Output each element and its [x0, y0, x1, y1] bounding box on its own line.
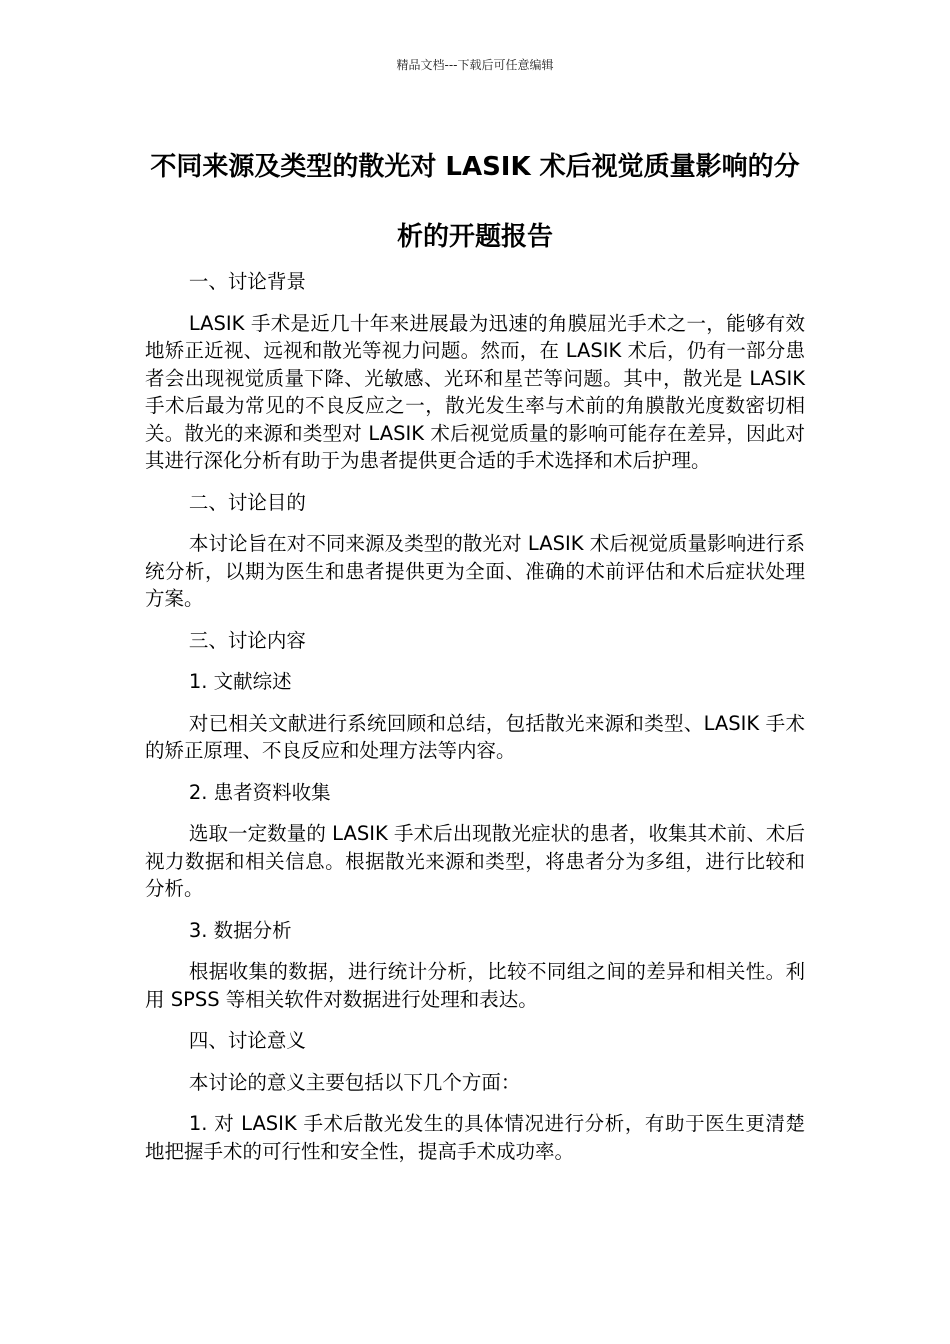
paragraph-data-analysis: 根据收集的数据，进行统计分析，比较不同组之间的差异和相关性。利用 SPSS 等相关软件对数据进行处理和表达。: [145, 960, 805, 1011]
paragraph-significance-intro: 本讨论的意义主要包括以下几个方面：: [188, 1070, 521, 1094]
subheading-patient-data: 2. 患者资料收集: [188, 780, 331, 804]
section-heading-content: 三、讨论内容: [188, 628, 306, 652]
document-body: [145, 268, 805, 1179]
document-title: 不同来源及类型的散光对 LASIK 术后视觉质量影响的分析的开题报告: [150, 152, 800, 252]
header-note: 精品文档---下载后可任意编辑: [396, 58, 554, 72]
paragraph-patient-data: 选取一定数量的 LASIK 手术后出现散光症状的患者，收集其术前、术后视力数据和相关信息。根据散光来源和类型，将患者分为多组，进行比较和分析。: [145, 822, 805, 900]
subheading-literature-review: 1. 文献综述: [188, 670, 292, 693]
paragraph-purpose: 本讨论旨在对不同来源及类型的散光对 LASIK 术后视觉质量影响进行系统分析，以期为医生和患者提供更为全面、准确的术前评估和术后症状处理方案。: [145, 532, 805, 610]
section-heading-purpose: 二、讨论目的: [188, 490, 306, 514]
paragraph-background: LASIK 手术是近几十年来进展最为迅速的角膜屈光手术之一，能够有效地矫正近视、远视和散光等视力问题。然而，在 LASIK 术后，仍有一部分患者会出现视觉质量下降、光敏感、光环和星芒等问题。其中，散光是 LASIK 手术后最为常见的不良反应之一，散光发生率与术前的角膜散光度数密切相关。散光的来源和类型对 LASIK 术后视觉质量的影响可能存在差异，因此对其进行深化分析有助于为患者提供更合适的手术选择和术后护理。: [145, 311, 805, 472]
subheading-data-analysis: 3. 数据分析: [188, 918, 292, 942]
section-heading-background: 一、讨论背景: [188, 270, 306, 293]
paragraph-significance-item1: 1. 对 LASIK 手术后散光发生的具体情况进行分析，有助于医生更清楚地把握手术的可行性和安全性，提高手术成功率。: [145, 1112, 805, 1163]
paragraph-literature-review: 对已相关文献进行系统回顾和总结，包括散光来源和类型、LASIK 手术的矫正原理、不良反应和处理方法等内容。: [145, 711, 805, 762]
section-heading-significance: 四、讨论意义: [188, 1029, 306, 1052]
